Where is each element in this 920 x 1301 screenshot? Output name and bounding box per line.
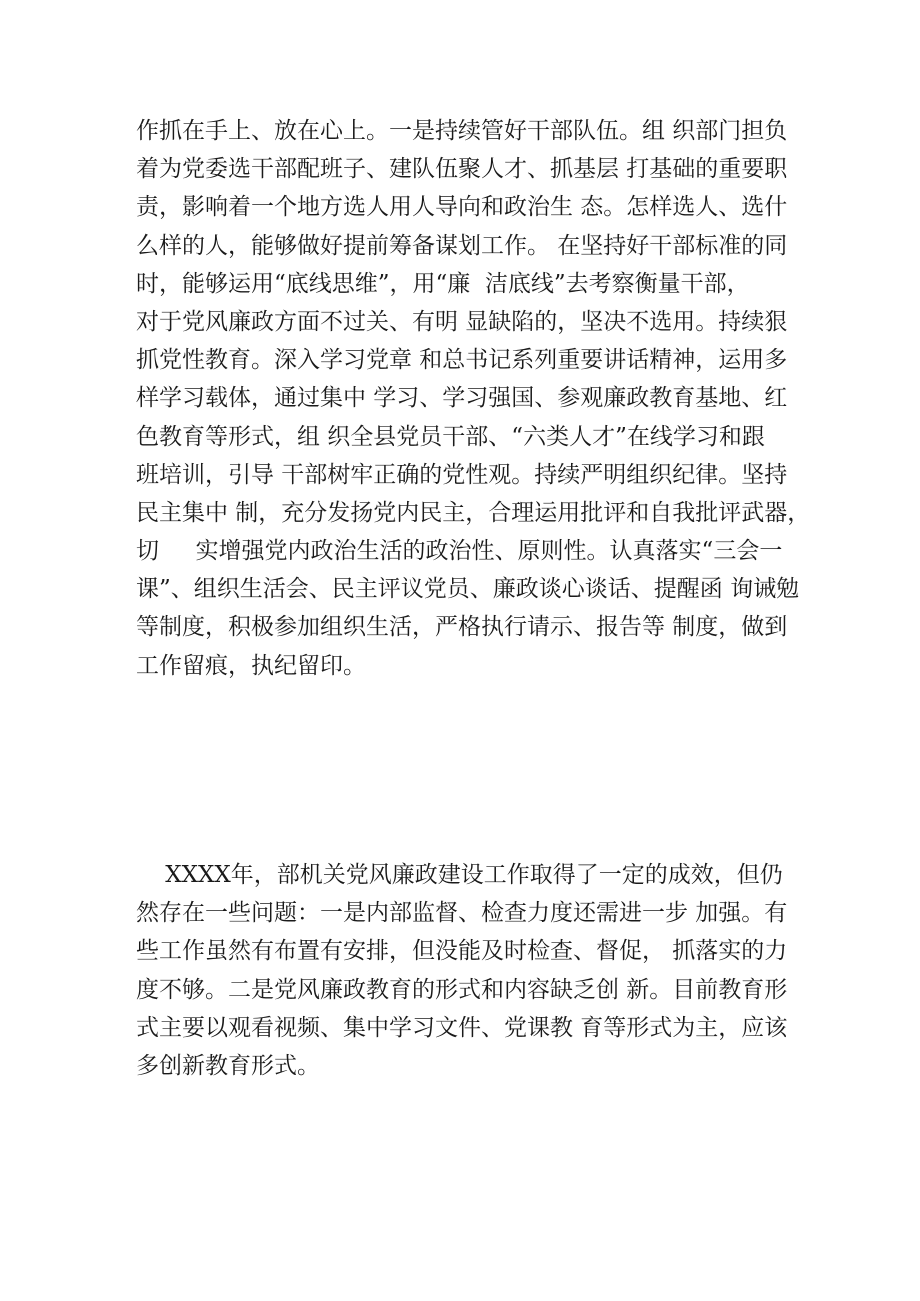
text-line: 对于党风廉政方面不过关、有明 显缺陷的，坚决不选用。持续狠: [136, 308, 788, 335]
text-line: 度不够。二是党风廉政教育的形式和内容缺乏创 新。目前教育形: [136, 976, 788, 1003]
text-line: 抓党性教育。深入学习党章 和总书记系列重要讲话精神，运用多: [136, 347, 788, 374]
text-line: XXXX年，部机关党风廉政建设工作取得了一定的成效，但仍: [136, 862, 783, 888]
text-line: 课”、组织生活会、民主评议党员、廉政谈心谈话、提醒函 询诫勉: [136, 576, 800, 603]
text-line: 着为党委选干部配班子、建队伍聚人才、抓基层 打基础的重要职: [136, 156, 788, 183]
text-line: 时，能够运用“底线思维”，用“廉 洁底线”去考察衡量干部，: [136, 270, 750, 297]
text-line: 民主集中 制，充分发扬党内民主，合理运用批评和自我批评武器，: [136, 499, 811, 526]
text-line: 工作留痕，执纪留印。: [136, 652, 366, 679]
text-line: 么样的人，能够做好提前筹备谋划工作。 在坚持好干部标准的同: [136, 232, 788, 259]
text-line: 色教育等形式，组 织全县党员干部、“六类人才”在线学习和跟: [136, 423, 765, 450]
text-line: 等制度，积极参加组织生活，严格执行请示、报告等 制度，做到: [136, 614, 788, 641]
text-line: 然存在一些问题：一是内部监督、检查力度还需进一步 加强。有: [136, 900, 788, 927]
text-line: 班培训，引导 干部树牢正确的党性观。持续严明组织纪律。坚持: [136, 461, 788, 488]
text-line: 式主要以观看视频、集中学习文件、党课教 育等形式为主，应该: [136, 1014, 788, 1041]
paragraph-cadre-management: [136, 112, 811, 685]
text-line: 切 实增强党内政治生活的政治性、原则性。认真落实“三会一: [136, 538, 783, 565]
paragraph-existing-problems: [136, 856, 796, 1085]
text-line: 责，影响着一个地方选人用人导向和政治生 态。怎样选人、选什: [136, 194, 788, 221]
text-line: 作抓在手上、放在心上。一是持续管好干部队伍。组 织部门担负: [136, 118, 788, 144]
text-line: 些工作虽然有布置有安排，但没能及时检查、督促， 抓落实的力: [136, 938, 788, 965]
text-line: 样学习载体，通过集中 学习、学习强国、参观廉政教育基地、红: [136, 385, 788, 412]
text-line: 多创新教育形式。: [136, 1052, 320, 1079]
